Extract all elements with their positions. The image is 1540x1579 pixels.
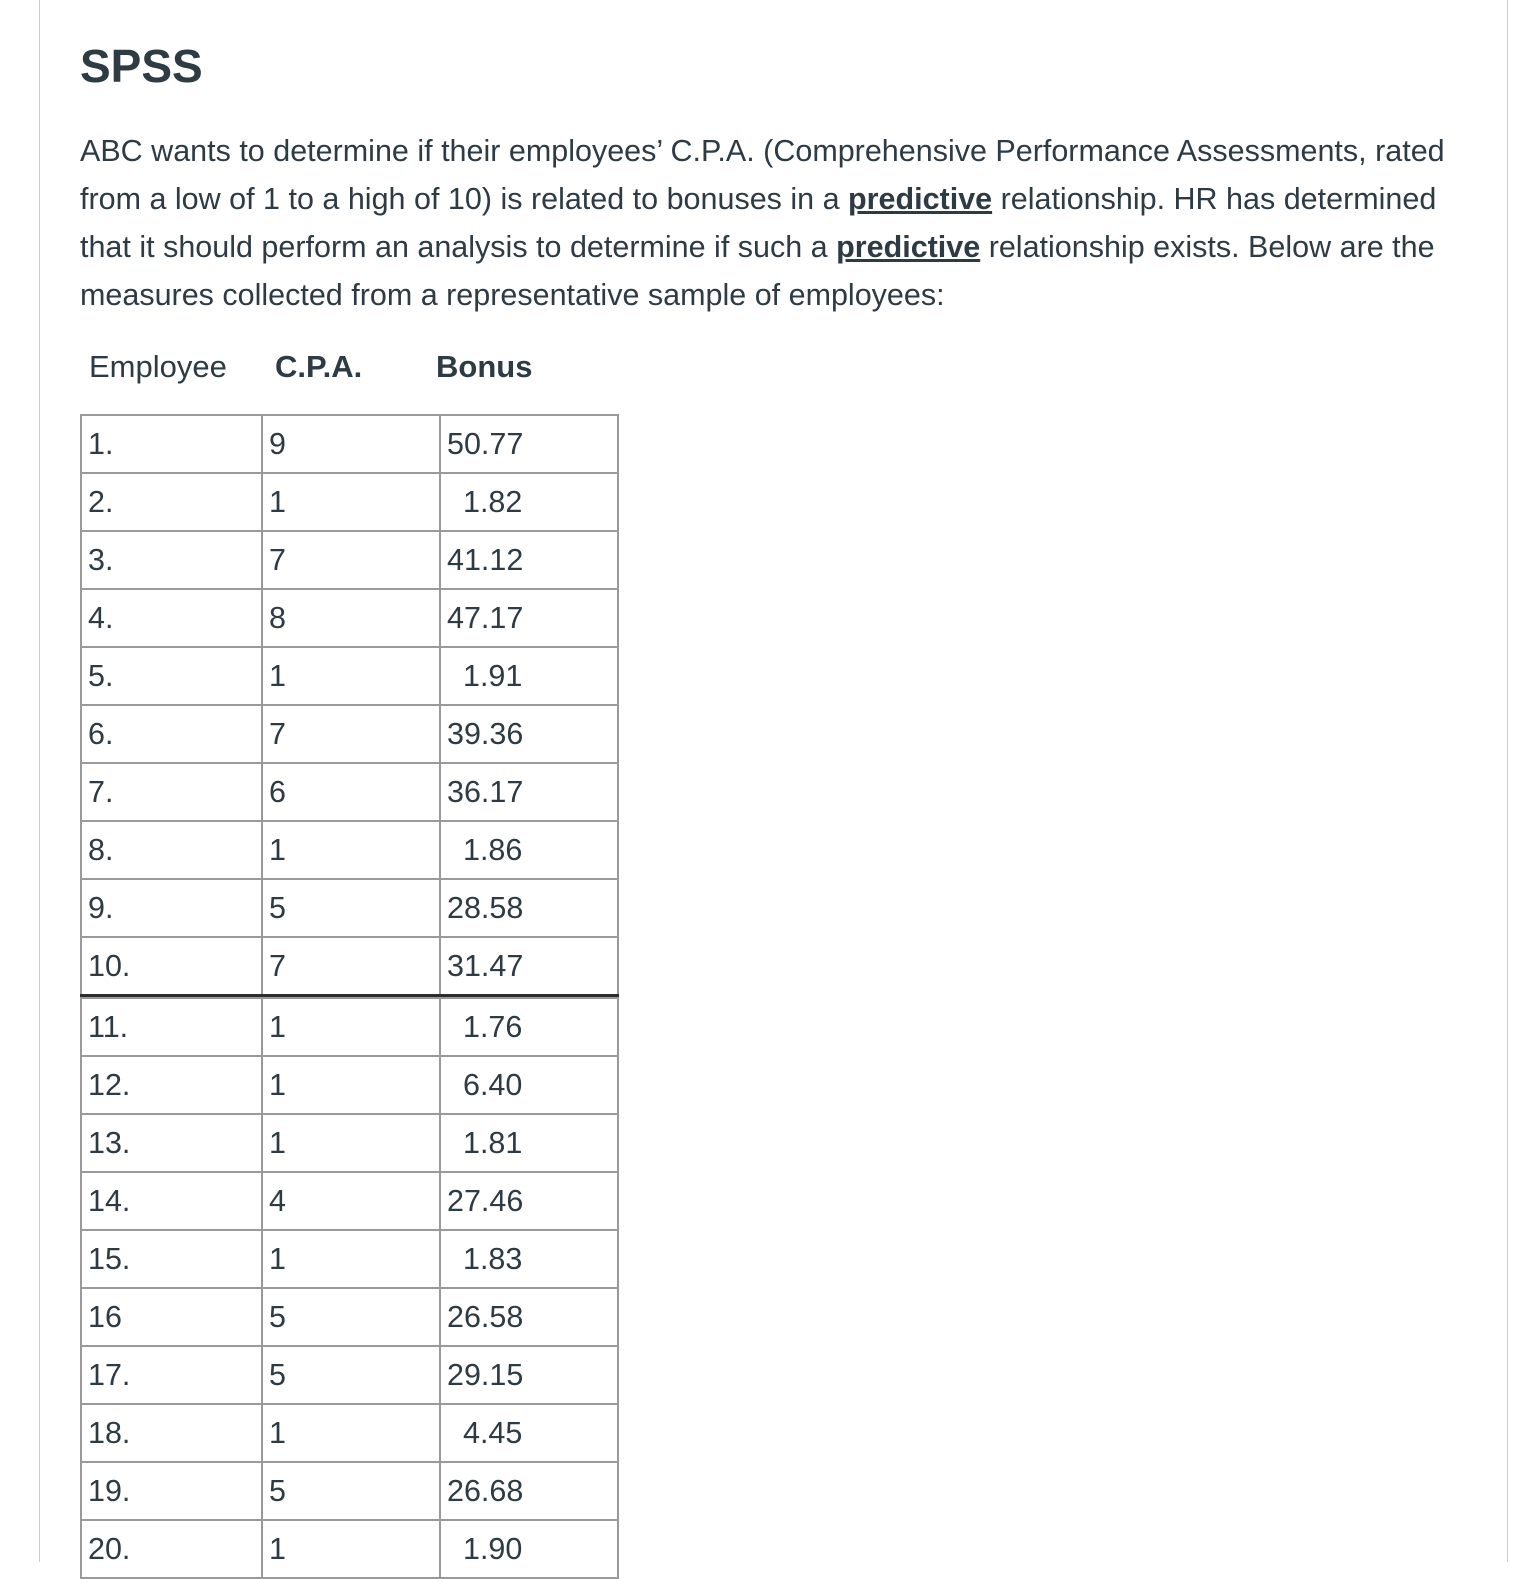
cpa-cell: 7 [262, 705, 440, 763]
bonus-cell: 28.58 [440, 879, 618, 937]
table-row [81, 998, 618, 1056]
table-row [81, 879, 618, 937]
cpa-cell: 5 [262, 879, 440, 937]
employee-cell: 11. [81, 998, 262, 1056]
bonus-cell: 1.91 [440, 647, 618, 705]
employee-cell: 2. [81, 473, 262, 531]
bonus-cell: 1.83 [440, 1230, 618, 1288]
intro-paragraph [80, 127, 1470, 319]
bonus-cell: 1.90 [440, 1520, 618, 1578]
employee-cell: 8. [81, 821, 262, 879]
table-row [81, 1404, 618, 1462]
intro-text-2: relationship. HR has determined that it should perform an analysis to determine if such a [80, 182, 1437, 264]
table-row [81, 1056, 618, 1114]
intro-emphasis-predictive-2: predictive [836, 230, 981, 264]
cpa-cell: 1 [262, 1404, 440, 1462]
employee-cell: 7. [81, 763, 262, 821]
bonus-cell: 36.17 [440, 763, 618, 821]
employee-cell: 12. [81, 1056, 262, 1114]
table-row [81, 821, 618, 879]
cpa-cell: 1 [262, 647, 440, 705]
column-header-bonus: Bonus [436, 349, 533, 384]
table-row [81, 1520, 618, 1578]
employee-cell: 15. [81, 1230, 262, 1288]
bonus-cell: 1.82 [440, 473, 618, 531]
cpa-cell: 4 [262, 1172, 440, 1230]
bonus-cell: 26.58 [440, 1288, 618, 1346]
bonus-cell: 26.68 [440, 1462, 618, 1520]
table-row [81, 473, 618, 531]
cpa-cell: 1 [262, 821, 440, 879]
cpa-cell: 5 [262, 1462, 440, 1520]
employee-cell: 19. [81, 1462, 262, 1520]
employee-cell: 18. [81, 1404, 262, 1462]
table-row [81, 1462, 618, 1520]
employee-cell: 10. [81, 937, 262, 996]
table-row [81, 1114, 618, 1172]
cpa-cell: 7 [262, 531, 440, 589]
bonus-cell: 1.81 [440, 1114, 618, 1172]
intro-text-3: relationship exists. Below are the measures collected from a representative sample of employees: [80, 230, 1435, 312]
table-row [81, 589, 618, 647]
bonus-cell: 41.12 [440, 531, 618, 589]
intro-text-1: ABC wants to determine if their employees’ C.P.A. (Comprehensive Performance Assessments, rated from a low of 1 to a high of 10) is related to bonuses in a [80, 134, 1445, 216]
data-table-top [80, 414, 619, 997]
employee-cell: 17. [81, 1346, 262, 1404]
table-row [81, 705, 618, 763]
column-header-cpa: C.P.A. [275, 349, 363, 384]
cpa-cell: 5 [262, 1288, 440, 1346]
bonus-cell: 50.77 [440, 415, 618, 473]
employee-cell: 3. [81, 531, 262, 589]
bonus-cell: 47.17 [440, 589, 618, 647]
table-row [81, 1346, 618, 1404]
page-title: SPSS [80, 40, 203, 92]
table-row [81, 647, 618, 705]
cpa-cell: 1 [262, 998, 440, 1056]
cpa-cell: 1 [262, 1114, 440, 1172]
bonus-cell: 4.45 [440, 1404, 618, 1462]
employee-cell: 5. [81, 647, 262, 705]
employee-cell: 9. [81, 879, 262, 937]
employee-cell: 20. [81, 1520, 262, 1578]
cpa-cell: 5 [262, 1346, 440, 1404]
column-header-employee: Employee [89, 349, 227, 384]
bonus-cell: 1.76 [440, 998, 618, 1056]
table-row [81, 531, 618, 589]
table-row [81, 763, 618, 821]
employee-cell: 13. [81, 1114, 262, 1172]
data-table-bottom [80, 997, 619, 1579]
table-row [81, 937, 618, 996]
table-row [81, 1288, 618, 1346]
intro-emphasis-predictive-1: predictive [848, 182, 993, 216]
employee-cell: 4. [81, 589, 262, 647]
table-row [81, 415, 618, 473]
bonus-cell: 31.47 [440, 937, 618, 996]
cpa-cell: 1 [262, 1520, 440, 1578]
bonus-cell: 29.15 [440, 1346, 618, 1404]
cpa-cell: 6 [262, 763, 440, 821]
employee-cell: 14. [81, 1172, 262, 1230]
bonus-cell: 27.46 [440, 1172, 618, 1230]
cpa-cell: 1 [262, 1056, 440, 1114]
cpa-cell: 1 [262, 473, 440, 531]
bonus-cell: 6.40 [440, 1056, 618, 1114]
bonus-cell: 1.86 [440, 821, 618, 879]
cpa-cell: 7 [262, 937, 440, 996]
table-row [81, 1172, 618, 1230]
employee-cell: 1. [81, 415, 262, 473]
employee-cell: 6. [81, 705, 262, 763]
bonus-cell: 39.36 [440, 705, 618, 763]
cpa-cell: 1 [262, 1230, 440, 1288]
cpa-cell: 8 [262, 589, 440, 647]
table-row [81, 1230, 618, 1288]
employee-cell: 16 [81, 1288, 262, 1346]
cpa-cell: 9 [262, 415, 440, 473]
data-tables [80, 414, 619, 1579]
